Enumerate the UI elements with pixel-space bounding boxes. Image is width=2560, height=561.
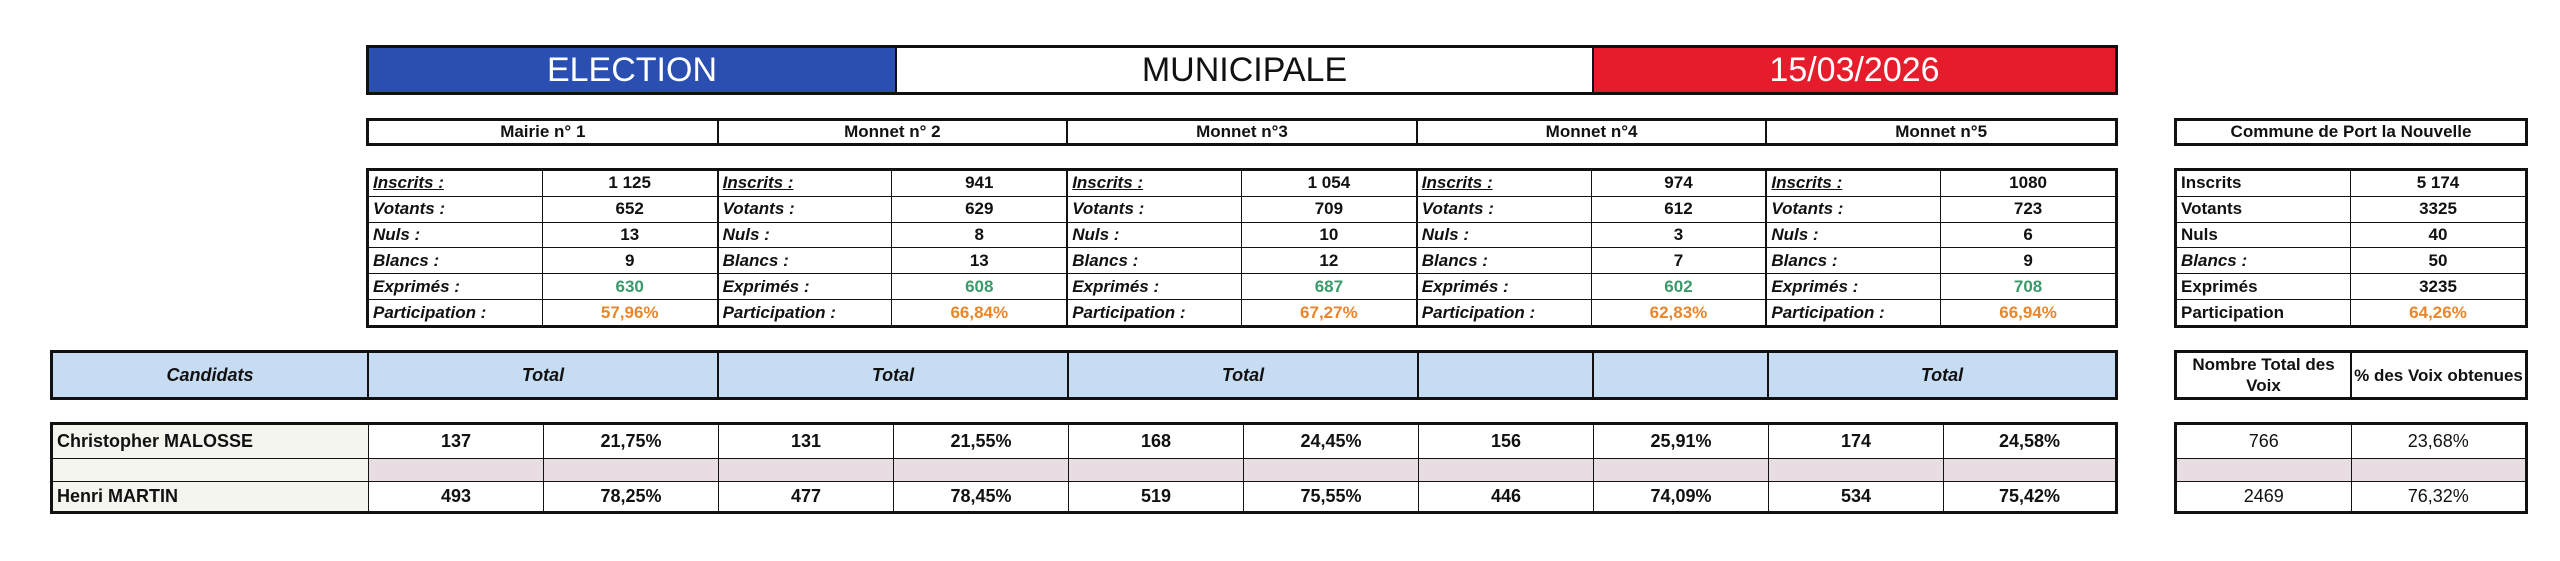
blancs-label: Blancs : [1418,248,1592,273]
commune-header: Commune de Port la Nouvelle [2174,118,2528,146]
commune-votants-value: 3325 [2419,199,2457,219]
exprimes-label: Exprimés : [369,274,543,299]
blancs-label: Blancs : [1068,248,1242,273]
votes-cell: 156 [1419,425,1594,458]
inscrits-value: 974 [1664,173,1693,193]
spacer-cell [894,459,1069,481]
candidate-name: Henri MARTIN [53,482,369,511]
banner-municipale: MUNICIPALE [897,48,1594,92]
nuls-label: Nuls : [1418,223,1592,248]
exprimes-value: 687 [1314,276,1344,296]
participation-label: Participation : [719,300,893,325]
votants-value: 629 [965,199,994,219]
spacer-cell [1419,459,1594,481]
inscrits-label: Inscrits : [1068,171,1242,196]
exprimes-value: 708 [2013,276,2043,296]
total-label: Total [1920,364,1964,385]
inscrits-value: 1080 [2009,173,2047,193]
nuls-label: Nuls : [719,223,893,248]
station-header: Mairie n° 1 [369,121,719,143]
commune-nuls-value: 40 [2428,225,2448,245]
votes-cell: 137 [369,425,544,458]
participation-label: Participation : [1068,300,1242,325]
blancs-value: 7 [1673,250,1684,270]
votes-cell: 519 [1069,482,1244,511]
empty-header-cell [1594,353,1769,397]
spacer-cell [2352,459,2526,481]
total-votes-cell: 2469 [2177,482,2352,511]
votes-cell: 174 [1769,425,1944,458]
empty-header-cell [1419,353,1594,397]
blancs-label: Blancs : [719,248,893,273]
exprimes-label: Exprimés : [719,274,893,299]
station-stats [719,171,1069,325]
spacer-cell [719,459,894,481]
total-votes-cell: 766 [2177,425,2352,458]
commune-blancs-value: 50 [2428,250,2448,270]
spacer-row [53,459,2115,482]
participation-label: Participation : [369,300,543,325]
participation-value: 66,84% [950,302,1009,322]
votes-cell: 446 [1419,482,1594,511]
station-header: Monnet n°5 [1895,122,1988,141]
station-stats [1418,171,1768,325]
pct-cell: 21,75% [544,425,719,458]
nuls-label: Nuls : [369,223,543,248]
participation-value: 62,83% [1649,302,1708,322]
station-stats [1767,171,2115,325]
spacer-cell [1594,459,1769,481]
commune-stats [2174,168,2528,328]
spacer-cell [1944,459,2115,481]
totals-header [2174,350,2528,400]
spacer-cell [369,459,544,481]
pct-cell: 78,45% [894,482,1069,511]
votants-label: Votants : [719,197,893,222]
exprimes-value: 602 [1664,276,1693,296]
inscrits-label: Inscrits : [369,171,543,196]
participation-value: 67,27% [1300,302,1358,322]
commune-inscrits-value: 5 174 [2416,173,2460,193]
commune-exprimes-label: Exprimés [2177,274,2351,299]
pct-cell: 78,25% [544,482,719,511]
commune-blancs-label: Blancs : [2177,248,2351,273]
votants-value: 652 [615,199,644,219]
inscrits-label: Inscrits : [719,171,893,196]
votants-label: Votants : [369,197,543,222]
votes-cell: 168 [1069,425,1244,458]
station-header-row [366,118,2118,146]
votants-label: Votants : [1767,197,1941,222]
commune-participation-value: 64,26% [2409,302,2467,322]
blancs-value: 9 [2023,250,2033,270]
vote-pct-header: % des Voix obtenues [2354,365,2523,385]
exprimes-label: Exprimés : [1767,274,1941,299]
votants-label: Votants : [1418,197,1592,222]
pct-cell: 21,55% [894,425,1069,458]
exprimes-value: 630 [615,276,644,296]
table-row [2177,425,2525,459]
nuls-label: Nuls : [1068,223,1242,248]
inscrits-value: 1 054 [1307,173,1351,193]
station-stats [369,171,719,325]
spacer-cell [2177,459,2352,481]
inscrits-label: Inscrits : [1767,171,1941,196]
nuls-value: 6 [2023,225,2033,245]
votes-cell: 534 [1769,482,1944,511]
station-stats-table [366,168,2118,328]
inscrits-value: 1 125 [608,173,651,193]
election-banner [366,45,2118,95]
table-row [2177,482,2525,511]
commune-inscrits-label: Inscrits [2177,171,2351,196]
spacer-cell [544,459,719,481]
pct-cell: 24,45% [1244,425,1419,458]
blancs-value: 12 [1319,250,1339,270]
blancs-value: 9 [624,250,635,270]
exprimes-label: Exprimés : [1068,274,1242,299]
total-pct-cell: 23,68% [2407,431,2469,451]
participation-label: Participation : [1767,300,1941,325]
blancs-label: Blancs : [369,248,543,273]
votants-value: 723 [2013,199,2043,219]
total-votes-header: Nombre Total des Voix [2177,353,2352,397]
station-header: Monnet n° 2 [719,121,1069,143]
pct-cell: 75,55% [1244,482,1419,511]
votes-cell: 477 [719,482,894,511]
station-stats [1068,171,1418,325]
votes-cell: 131 [719,425,894,458]
spacer-cell [1244,459,1419,481]
candidates-table [50,422,2118,514]
inscrits-value: 941 [965,173,994,193]
blancs-label: Blancs : [1767,248,1941,273]
nuls-value: 13 [620,225,640,245]
nuls-value: 10 [1319,225,1339,245]
nuls-value: 3 [1673,225,1684,245]
blancs-value: 13 [969,250,989,270]
spacer-cell [53,459,369,481]
station-header: Monnet n°4 [1418,121,1768,143]
participation-value: 57,96% [600,302,659,322]
pct-cell: 25,91% [1594,425,1769,458]
candidates-header [50,350,2118,400]
commune-votants-label: Votants [2177,197,2351,222]
candidate-totals-table [2174,422,2528,514]
table-row [53,425,2115,459]
nuls-value: 8 [974,225,985,245]
table-row [53,482,2115,511]
total-label: Total [719,353,1069,397]
pct-cell: 24,58% [1998,431,2061,451]
candidate-name: Christopher MALOSSE [53,425,369,458]
participation-label: Participation : [1418,300,1592,325]
pct-cell: 74,09% [1594,482,1769,511]
commune-exprimes-value: 3235 [2419,276,2457,296]
banner-election: ELECTION [369,48,897,92]
commune-participation-label: Participation [2177,300,2351,325]
station-header: Monnet n°3 [1068,121,1418,143]
exprimes-label: Exprimés : [1418,274,1592,299]
votes-cell: 493 [369,482,544,511]
total-label: Total [369,353,719,397]
spacer-cell [1769,459,1944,481]
votants-value: 709 [1314,199,1344,219]
exprimes-value: 608 [965,276,994,296]
votants-value: 612 [1664,199,1693,219]
candidats-label: Candidats [53,353,369,397]
nuls-label: Nuls : [1767,223,1941,248]
votants-label: Votants : [1068,197,1242,222]
banner-date: 15/03/2026 [1594,48,2115,92]
inscrits-label: Inscrits : [1418,171,1592,196]
pct-cell: 75,42% [1998,486,2061,506]
participation-value: 66,94% [1999,302,2057,322]
spacer-cell [1069,459,1244,481]
total-pct-cell: 76,32% [2407,486,2469,506]
commune-nuls-label: Nuls [2177,223,2351,248]
spacer-row [2177,459,2525,482]
total-label: Total [1069,353,1419,397]
